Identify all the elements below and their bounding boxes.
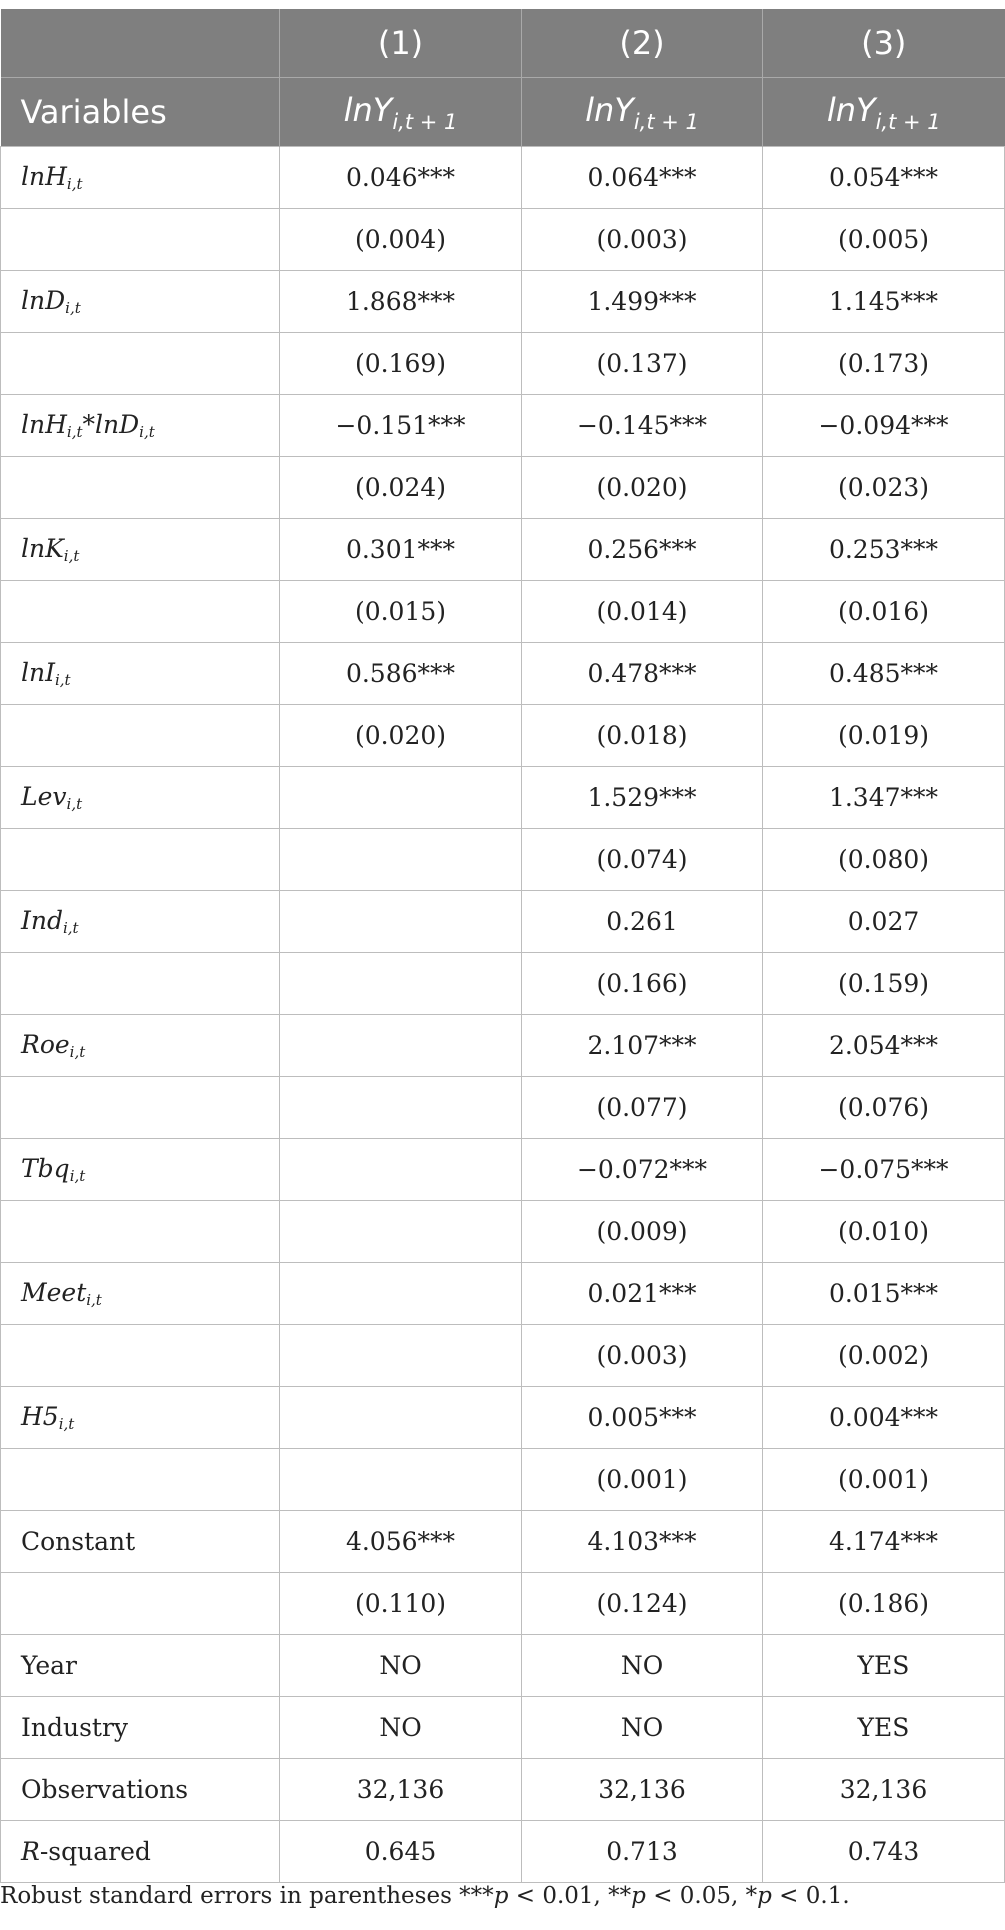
table-row-standard-errors	[1, 1201, 1005, 1263]
dependent-variable-3	[763, 78, 1005, 147]
coefficient-cell: 0.485***	[763, 643, 1005, 705]
coefficient-cell: 1.499***	[522, 271, 763, 333]
variable-name-cell	[1, 457, 280, 519]
standard-error-cell: (0.002)	[763, 1325, 1005, 1387]
standard-error-cell: (0.004)	[280, 209, 522, 271]
variable-name-cell	[1, 1697, 280, 1759]
table-row-standard-errors	[1, 581, 1005, 643]
footnote-threshold: < 0.05, *	[645, 1883, 758, 1909]
variable-name-cell	[1, 395, 280, 457]
table-row	[1, 395, 1005, 457]
variable-name-cell	[1, 1387, 280, 1449]
table-row-standard-errors	[1, 333, 1005, 395]
standard-error-cell	[280, 829, 522, 891]
table-row-standard-errors	[1, 1573, 1005, 1635]
variable-subscript: i,t	[58, 1415, 75, 1433]
variable-name-part: H5	[21, 1402, 59, 1431]
table-footnote	[0, 1883, 850, 1909]
variable-name-part: lnD	[21, 286, 66, 315]
variable-name-part: Constant	[21, 1527, 136, 1556]
coefficient-cell: YES	[763, 1697, 1005, 1759]
coefficient-cell: 0.046***	[280, 147, 522, 209]
coefficient-cell: 1.868***	[280, 271, 522, 333]
standard-error-cell: (0.003)	[522, 1325, 763, 1387]
coefficient-cell: NO	[280, 1697, 522, 1759]
variable-subscript: i,t	[63, 547, 80, 565]
coefficient-cell: 0.713	[522, 1821, 763, 1883]
standard-error-cell: (0.074)	[522, 829, 763, 891]
table-row-standard-errors	[1, 457, 1005, 519]
table-row-standard-errors	[1, 705, 1005, 767]
variable-name-part: Observations	[21, 1775, 189, 1804]
table-row	[1, 1387, 1005, 1449]
standard-error-cell: (0.001)	[763, 1449, 1005, 1511]
variable-name-cell	[1, 705, 280, 767]
variable-name-part: Ind	[21, 906, 63, 935]
coefficient-cell: 0.743	[763, 1821, 1005, 1883]
table-row	[1, 519, 1005, 581]
variables-header: Variables	[1, 78, 280, 147]
variable-name-part: lnI	[21, 658, 55, 687]
standard-error-cell: (0.020)	[522, 457, 763, 519]
coefficient-cell: 2.107***	[522, 1015, 763, 1077]
variable-name-cell	[1, 1759, 280, 1821]
variable-subscript: i,t	[139, 423, 155, 441]
variable-subscript: i,t	[66, 423, 83, 441]
variable-name-cell	[1, 209, 280, 271]
variable-name-part: -squared	[39, 1837, 151, 1866]
dep-var-subscript: i,t + 1	[875, 109, 941, 134]
table-row	[1, 1511, 1005, 1573]
table-row	[1, 643, 1005, 705]
table-body	[1, 147, 1005, 1883]
variable-name-part: lnH	[21, 410, 67, 439]
variable-name-cell	[1, 1821, 280, 1883]
table-row	[1, 1821, 1005, 1883]
variable-subscript: i,t	[69, 1043, 86, 1061]
coefficient-cell: 0.005***	[522, 1387, 763, 1449]
standard-error-cell	[280, 1325, 522, 1387]
standard-error-cell: (0.186)	[763, 1573, 1005, 1635]
coefficient-cell: 0.064***	[522, 147, 763, 209]
table-row	[1, 1635, 1005, 1697]
variable-name-cell	[1, 953, 280, 1015]
footnote-p: p	[493, 1883, 509, 1909]
coefficient-cell: 0.015***	[763, 1263, 1005, 1325]
standard-error-cell: (0.080)	[763, 829, 1005, 891]
coefficient-cell: 0.301***	[280, 519, 522, 581]
coefficient-cell: 1.145***	[763, 271, 1005, 333]
table-row	[1, 1015, 1005, 1077]
variable-subscript: i,t	[69, 1167, 86, 1185]
coefficient-cell: 2.054***	[763, 1015, 1005, 1077]
standard-error-cell: (0.137)	[522, 333, 763, 395]
standard-error-cell: (0.166)	[522, 953, 763, 1015]
variable-name-part: Year	[21, 1651, 77, 1680]
variable-name-cell	[1, 643, 280, 705]
table-row-standard-errors	[1, 1449, 1005, 1511]
footnote-p: p	[757, 1883, 772, 1909]
standard-error-cell: (0.159)	[763, 953, 1005, 1015]
dep-var-base: lnY	[343, 90, 393, 129]
variable-name-cell	[1, 333, 280, 395]
variable-name-cell	[1, 1015, 280, 1077]
coefficient-cell: YES	[763, 1635, 1005, 1697]
coefficient-cell: 4.103***	[522, 1511, 763, 1573]
standard-error-cell: (0.077)	[522, 1077, 763, 1139]
coefficient-cell: 32,136	[522, 1759, 763, 1821]
variable-subscript: i,t	[66, 175, 83, 193]
standard-error-cell	[280, 1077, 522, 1139]
coefficient-cell: −0.145***	[522, 395, 763, 457]
variable-subscript: i,t	[62, 919, 79, 937]
column-number-2: (2)	[522, 9, 763, 78]
coefficient-cell: 0.021***	[522, 1263, 763, 1325]
dep-var-subscript: i,t + 1	[633, 109, 699, 134]
coefficient-cell: −0.094***	[763, 395, 1005, 457]
coefficient-cell: 1.529***	[522, 767, 763, 829]
coefficient-cell: 4.056***	[280, 1511, 522, 1573]
variable-name-cell	[1, 1139, 280, 1201]
coefficient-cell: 1.347***	[763, 767, 1005, 829]
column-number-1: (1)	[280, 9, 522, 78]
standard-error-cell: (0.014)	[522, 581, 763, 643]
coefficient-cell	[280, 1263, 522, 1325]
standard-error-cell: (0.015)	[280, 581, 522, 643]
standard-error-cell: (0.110)	[280, 1573, 522, 1635]
coefficient-cell	[280, 767, 522, 829]
coefficient-cell: NO	[280, 1635, 522, 1697]
variable-name-part: lnD	[95, 410, 140, 439]
variable-name-cell	[1, 1263, 280, 1325]
footnote-lead: Robust standard errors in parentheses ***	[0, 1883, 494, 1909]
table-row	[1, 147, 1005, 209]
header-row-dependent-variable	[1, 78, 1005, 147]
variable-name-cell	[1, 1325, 280, 1387]
variable-name-cell	[1, 147, 280, 209]
coefficient-cell: NO	[522, 1697, 763, 1759]
table-row	[1, 891, 1005, 953]
variable-name-cell	[1, 1511, 280, 1573]
variable-name-cell	[1, 1573, 280, 1635]
dep-var-base: lnY	[826, 90, 876, 129]
variable-name-part: Meet	[21, 1278, 87, 1307]
table-row-standard-errors	[1, 1077, 1005, 1139]
standard-error-cell: (0.016)	[763, 581, 1005, 643]
coefficient-cell: 0.054***	[763, 147, 1005, 209]
coefficient-cell: 0.256***	[522, 519, 763, 581]
coefficient-cell: −0.072***	[522, 1139, 763, 1201]
variable-name-part: Industry	[21, 1713, 129, 1742]
standard-error-cell: (0.173)	[763, 333, 1005, 395]
standard-error-cell	[280, 1449, 522, 1511]
coefficient-cell	[280, 1387, 522, 1449]
coefficient-cell	[280, 1139, 522, 1201]
coefficient-cell: 0.004***	[763, 1387, 1005, 1449]
variable-name-cell	[1, 1201, 280, 1263]
variable-name-cell	[1, 1635, 280, 1697]
variable-name-part: Roe	[21, 1030, 70, 1059]
standard-error-cell: (0.076)	[763, 1077, 1005, 1139]
standard-error-cell	[280, 953, 522, 1015]
dependent-variable-2	[522, 78, 763, 147]
standard-error-cell: (0.020)	[280, 705, 522, 767]
standard-error-cell: (0.001)	[522, 1449, 763, 1511]
variable-name-part: lnH	[21, 162, 67, 191]
standard-error-cell: (0.169)	[280, 333, 522, 395]
variable-subscript: i,t	[65, 299, 81, 317]
dep-var-base: lnY	[585, 90, 634, 129]
coefficient-cell: 4.174***	[763, 1511, 1005, 1573]
coefficient-cell: 0.261	[522, 891, 763, 953]
standard-error-cell: (0.124)	[522, 1573, 763, 1635]
dep-var-subscript: i,t + 1	[392, 109, 458, 134]
variable-subscript: i,t	[86, 1291, 102, 1309]
standard-error-cell: (0.005)	[763, 209, 1005, 271]
coefficient-cell	[280, 1015, 522, 1077]
table-row-standard-errors	[1, 1325, 1005, 1387]
table-row	[1, 1759, 1005, 1821]
variable-name-part: Lev	[21, 782, 67, 811]
standard-error-cell: (0.003)	[522, 209, 763, 271]
table-row-standard-errors	[1, 953, 1005, 1015]
coefficient-cell	[280, 891, 522, 953]
coefficient-cell: −0.075***	[763, 1139, 1005, 1201]
coefficient-cell: 0.586***	[280, 643, 522, 705]
table-wrapper	[0, 9, 1005, 1883]
table-row	[1, 767, 1005, 829]
coefficient-cell: 0.253***	[763, 519, 1005, 581]
standard-error-cell: (0.019)	[763, 705, 1005, 767]
footnote-threshold: < 0.1.	[771, 1883, 850, 1909]
coefficient-cell: 0.027	[763, 891, 1005, 953]
variable-name-cell	[1, 519, 280, 581]
coefficient-cell: 0.478***	[522, 643, 763, 705]
footnote-p: p	[631, 1883, 646, 1909]
variable-name-cell	[1, 581, 280, 643]
footnote-threshold: < 0.01, **	[508, 1883, 632, 1909]
variable-name-cell	[1, 829, 280, 891]
column-number-3: (3)	[763, 9, 1005, 78]
variable-name-cell	[1, 1077, 280, 1139]
dependent-variable-1	[280, 78, 522, 147]
coefficient-cell: 32,136	[763, 1759, 1005, 1821]
variable-subscript: i,t	[66, 795, 83, 813]
variable-name-cell	[1, 1449, 280, 1511]
variable-name-cell	[1, 271, 280, 333]
regression-table	[0, 9, 1005, 1883]
table-row	[1, 1139, 1005, 1201]
header-row-column-numbers	[1, 9, 1005, 78]
standard-error-cell: (0.018)	[522, 705, 763, 767]
variable-name-part: Tbq	[21, 1154, 70, 1183]
variable-name-part: *	[82, 410, 95, 439]
standard-error-cell	[280, 1201, 522, 1263]
coefficient-cell: −0.151***	[280, 395, 522, 457]
standard-error-cell: (0.024)	[280, 457, 522, 519]
variable-name-part: R	[21, 1837, 40, 1866]
standard-error-cell: (0.023)	[763, 457, 1005, 519]
standard-error-cell: (0.010)	[763, 1201, 1005, 1263]
table-row	[1, 1697, 1005, 1759]
variable-name-part: lnK	[21, 534, 64, 563]
variable-name-cell	[1, 891, 280, 953]
table-header	[1, 9, 1005, 147]
table-row	[1, 271, 1005, 333]
variable-name-cell	[1, 767, 280, 829]
header-corner-cell	[1, 9, 280, 78]
coefficient-cell: 0.645	[280, 1821, 522, 1883]
variable-subscript: i,t	[54, 671, 71, 689]
standard-error-cell: (0.009)	[522, 1201, 763, 1263]
table-row-standard-errors	[1, 209, 1005, 271]
table-row-standard-errors	[1, 829, 1005, 891]
table-row	[1, 1263, 1005, 1325]
coefficient-cell: 32,136	[280, 1759, 522, 1821]
coefficient-cell: NO	[522, 1635, 763, 1697]
